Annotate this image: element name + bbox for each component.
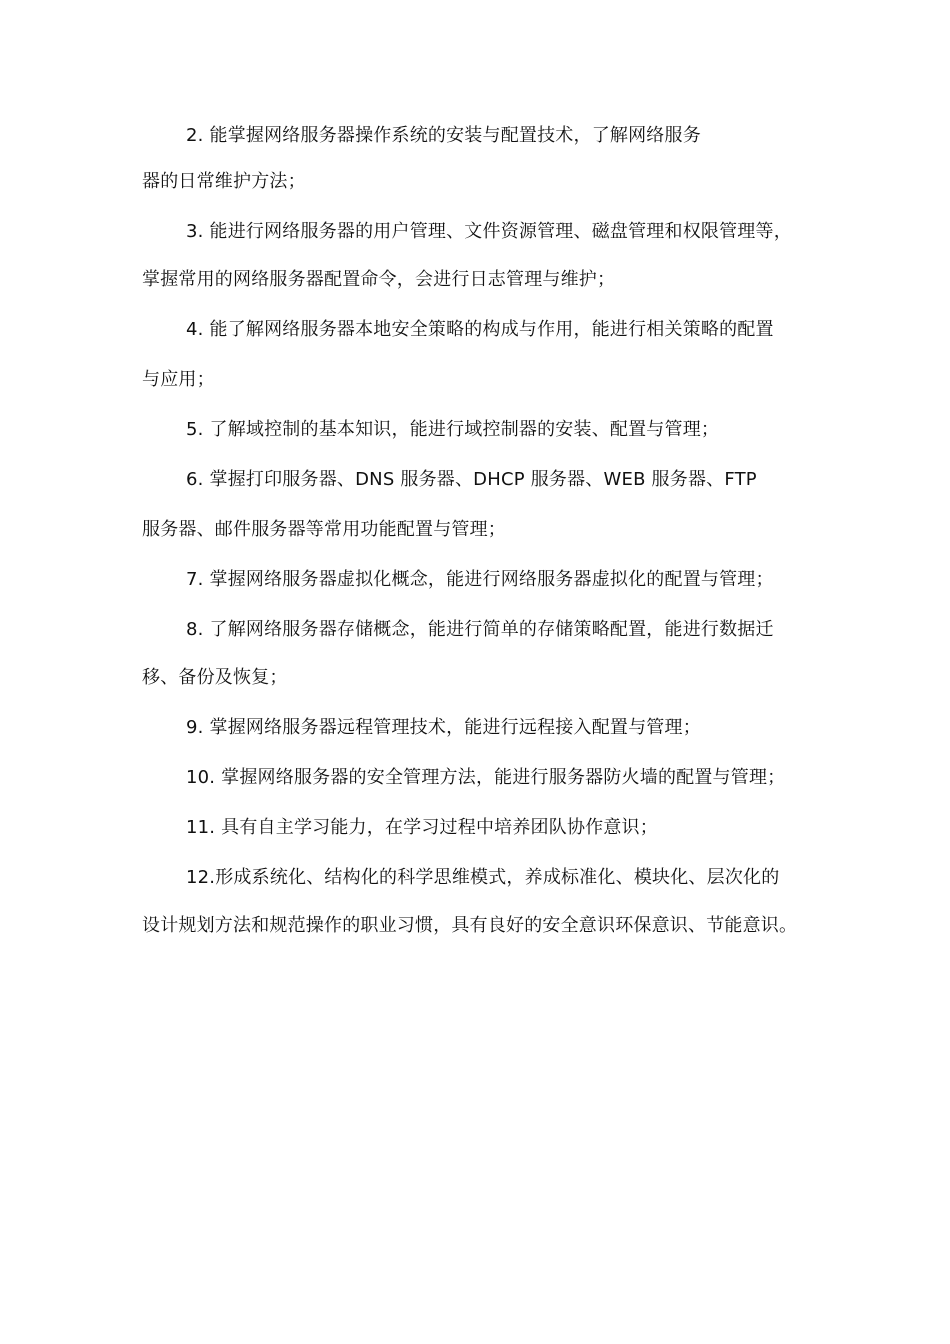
item-7-line-1: 7. 掌握网络服务器虚拟化概念，能进行网络服务器虚拟化的配置与管理；: [186, 569, 774, 590]
item-6-line-1: 6. 掌握打印服务器、DNS 服务器、DHCP 服务器、WEB 服务器、FTP: [186, 469, 757, 490]
item-2-line-1: 2. 能掌握网络服务器操作系统的安装与配置技术，了解网络服务: [186, 125, 701, 146]
item-11-line-1: 11. 具有自主学习能力，在学习过程中培养团队协作意识；: [186, 817, 658, 838]
item-4-line-1: 4. 能了解网络服务器本地安全策略的构成与作用，能进行相关策略的配置: [186, 319, 774, 340]
item-8-line-2: 移、备份及恢复；: [142, 667, 288, 688]
item-3-line-1: 3. 能进行网络服务器的用户管理、文件资源管理、磁盘管理和权限管理等，: [186, 221, 792, 242]
item-2-line-2: 器的日常维护方法；: [142, 171, 306, 192]
item-9-line-1: 9. 掌握网络服务器远程管理技术，能进行远程接入配置与管理；: [186, 717, 701, 738]
item-12-line-1: 12.形成系统化、结构化的科学思维模式，养成标准化、模块化、层次化的: [186, 867, 780, 888]
item-4-line-2: 与应用；: [142, 369, 215, 390]
item-10-line-1: 10. 掌握网络服务器的安全管理方法，能进行服务器防火墙的配置与管理；: [186, 767, 786, 788]
item-3-line-2: 掌握常用的网络服务器配置命令，会进行日志管理与维护；: [142, 269, 616, 290]
item-5-line-1: 5. 了解域控制的基本知识，能进行域控制器的安装、配置与管理；: [186, 419, 720, 440]
item-6-line-2: 服务器、邮件服务器等常用功能配置与管理；: [142, 519, 506, 540]
item-8-line-1: 8. 了解网络服务器存储概念，能进行简单的存储策略配置，能进行数据迁: [186, 619, 774, 640]
item-12-line-2: 设计规划方法和规范操作的职业习惯，具有良好的安全意识环保意识、节能意识。: [142, 915, 798, 936]
